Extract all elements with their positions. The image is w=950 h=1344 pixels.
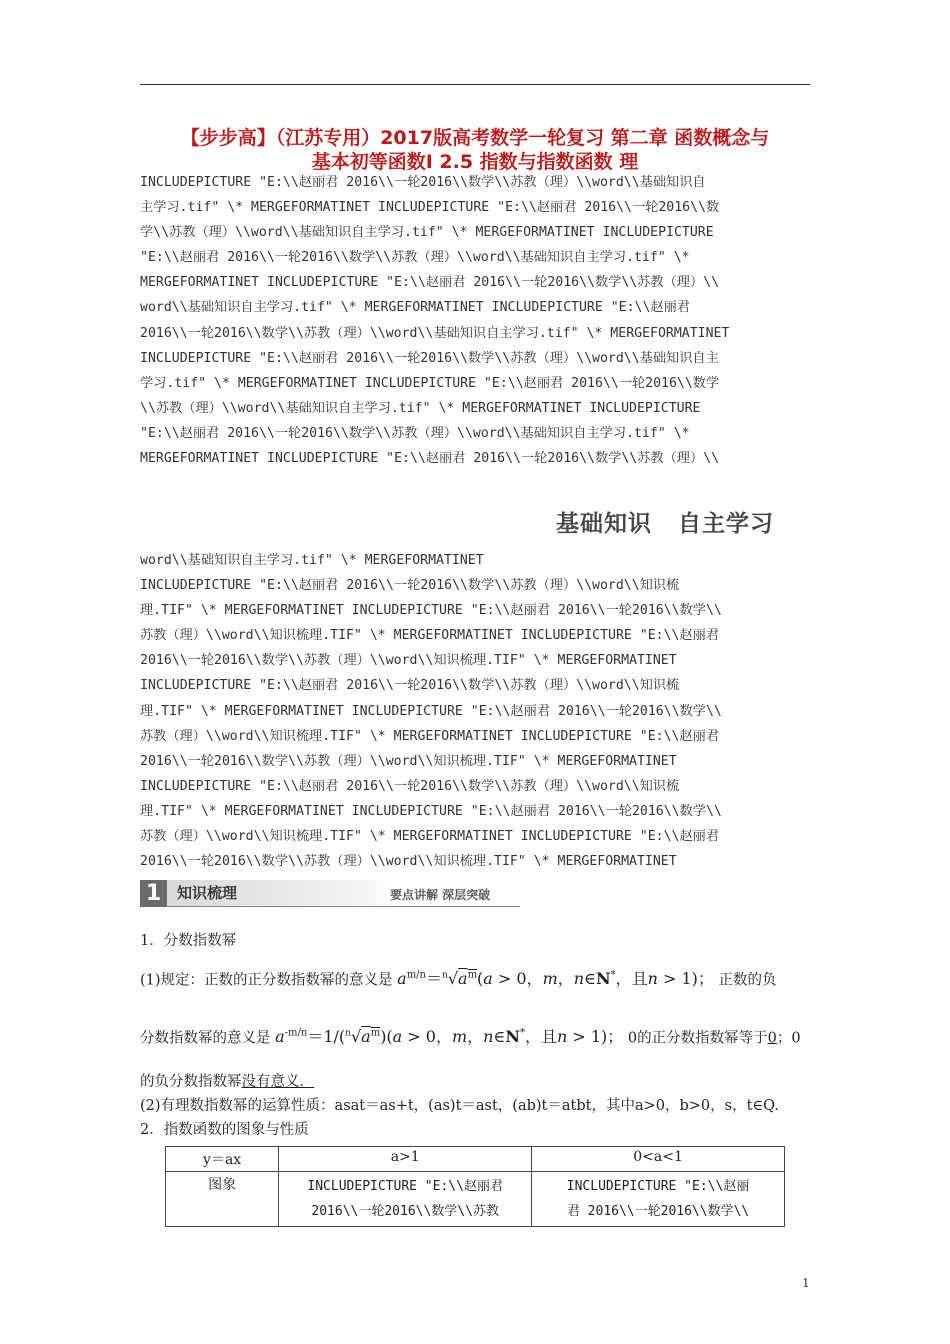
- code-line: "E:\\赵丽君 2016\\一轮2016\\数学\\苏教（理）\\word\\基础知识自主学习.tif" \*: [140, 425, 690, 441]
- table-cell-line: 2016\\一轮2016\\数学\\苏教: [311, 1204, 499, 1219]
- code-line: 理.TIF" \* MERGEFORMATINET INCLUDEPICTURE "E:\\赵丽君 2016\\一轮2016\\数学\\: [140, 603, 722, 619]
- table-header-cell: a>1: [279, 1147, 532, 1172]
- item-1-p1-prefix: (1)规定：正数的正分数指数幂的意义是: [140, 972, 393, 989]
- section-label: 知识梳理: [167, 880, 397, 907]
- code-line: 2016\\一轮2016\\数学\\苏教（理）\\word\\知识梳理.TIF" \* MERGEFORMATINET: [140, 854, 677, 870]
- title-line-2: 基本初等函数Ⅰ 2.5 指数与指数函数 理: [311, 151, 639, 173]
- item-1-p3-prefix: 的负分数指数幂: [140, 1074, 242, 1090]
- section-number: 1: [140, 880, 167, 907]
- negative-fraction-exponent-formula: $a^{-m/n}=1/(^n√a^m)(a > 0$，m，n∈N*，且n > 1)；: [275, 1027, 624, 1047]
- positive-fraction-exponent-formula: $a^{m/n}=^n√a^m(a > 0$，m，n∈N*，且n > 1)；: [397, 969, 714, 989]
- code-line: 理.TIF" \* MERGEFORMATINET INCLUDEPICTURE "E:\\赵丽君 2016\\一轮2016\\数学\\: [140, 803, 722, 819]
- item-1-paragraph-2: [140, 1024, 801, 1048]
- code-line: 苏教（理）\\word\\知识梳理.TIF" \* MERGEFORMATINET INCLUDEPICTURE "E:\\赵丽君: [140, 628, 720, 644]
- code-line: 苏教（理）\\word\\知识梳理.TIF" \* MERGEFORMATINET INCLUDEPICTURE "E:\\赵丽君: [140, 728, 720, 744]
- exponential-function-table: [165, 1146, 785, 1227]
- code-line: 学\\苏教（理）\\word\\基础知识自主学习.tif" \* MERGEFORMATINET INCLUDEPICTURE: [140, 225, 714, 241]
- answer-meaningless: 没有意义．: [241, 1074, 314, 1090]
- item-1-paragraph-4: [140, 1096, 779, 1116]
- answer-zero: 0: [767, 1030, 777, 1047]
- table-row: [166, 1172, 785, 1227]
- item-1-p2-prefix: 分数指数幂的意义是: [140, 1030, 271, 1047]
- item-1-title: 1．分数指数幂: [140, 933, 237, 949]
- item-1-p2-mid: 0的正分数指数幂等于: [627, 1030, 768, 1047]
- table-cell: [279, 1172, 532, 1227]
- table-row-label: 图象: [166, 1172, 279, 1227]
- code-line: MERGEFORMATINET INCLUDEPICTURE "E:\\赵丽君 2016\\一轮2016\\数学\\苏教（理）\\: [140, 451, 720, 467]
- code-line: MERGEFORMATINET INCLUDEPICTURE "E:\\赵丽君 2016\\一轮2016\\数学\\苏教（理）\\: [140, 275, 720, 291]
- table-header-cell: y＝ax: [166, 1147, 279, 1172]
- table-cell-line: INCLUDEPICTURE "E:\\赵丽: [566, 1179, 750, 1194]
- table-cell: [532, 1172, 785, 1227]
- code-line: INCLUDEPICTURE "E:\\赵丽君 2016\\一轮2016\\数学\\苏教（理）\\word\\知识梳: [140, 678, 680, 694]
- exponent-rules: asat＝as+t，(as)t＝ast，(ab)t＝atbt，其中a>0，b>0，s，t∈Q.: [334, 1098, 779, 1114]
- code-line: word\\基础知识自主学习.tif" \* MERGEFORMATINET: [140, 553, 484, 568]
- code-line: word\\基础知识自主学习.tif" \* MERGEFORMATINET INCLUDEPICTURE "E:\\赵丽君: [140, 300, 690, 316]
- code-line: "E:\\赵丽君 2016\\一轮2016\\数学\\苏教（理）\\word\\基础知识自主学习.tif" \*: [140, 250, 690, 266]
- code-line: INCLUDEPICTURE "E:\\赵丽君 2016\\一轮2016\\数学\\苏教（理）\\word\\知识梳: [140, 578, 680, 594]
- table-cell-line: INCLUDEPICTURE "E:\\赵丽君: [307, 1179, 503, 1194]
- document-title: [140, 126, 810, 174]
- item-1-p2-end: ；0: [776, 1030, 801, 1047]
- item-2-title: 2．指数函数的图象与性质: [140, 1122, 309, 1138]
- item-1-paragraph-1: [140, 966, 777, 990]
- item-1-paragraph-3: [140, 1072, 314, 1092]
- section-bar-knowledge: [140, 880, 520, 907]
- code-line: \\苏教（理）\\word\\基础知识自主学习.tif" \* MERGEFORMATINET INCLUDEPICTURE: [140, 400, 701, 416]
- title-line-1: 【步步高】（江苏专用）2017版高考数学一轮复习 第二章 函数概念与: [180, 127, 770, 149]
- code-line: INCLUDEPICTURE "E:\\赵丽君 2016\\一轮2016\\数学\\苏教（理）\\word\\基础知识自: [140, 175, 706, 190]
- code-line: 主学习.tif" \* MERGEFORMATINET INCLUDEPICTURE "E:\\赵丽君 2016\\一轮2016\\数: [140, 200, 720, 216]
- code-line: INCLUDEPICTURE "E:\\赵丽君 2016\\一轮2016\\数学\\苏教（理）\\word\\知识梳: [140, 778, 680, 794]
- code-line: 学习.tif" \* MERGEFORMATINET INCLUDEPICTURE "E:\\赵丽君 2016\\一轮2016\\数学: [140, 375, 720, 391]
- code-line: INCLUDEPICTURE "E:\\赵丽君 2016\\一轮2016\\数学\\苏教（理）\\word\\基础知识自主: [140, 350, 719, 366]
- field-code-block-2: [140, 548, 812, 874]
- header-rule: [140, 84, 810, 85]
- code-line: 2016\\一轮2016\\数学\\苏教（理）\\word\\知识梳理.TIF" \* MERGEFORMATINET: [140, 653, 677, 669]
- code-line: 2016\\一轮2016\\数学\\苏教（理）\\word\\基础知识自主学习.tif" \* MERGEFORMATINET: [140, 325, 730, 341]
- code-line: 2016\\一轮2016\\数学\\苏教（理）\\word\\知识梳理.TIF" \* MERGEFORMATINET: [140, 753, 677, 769]
- page-number: 1: [802, 1276, 810, 1290]
- section-underline: [167, 906, 520, 907]
- section-heading-basics: [556, 505, 774, 538]
- table-header-row: [166, 1147, 785, 1172]
- heading-part-b: 自主学习: [678, 511, 774, 537]
- item-1-p1-suffix: 正数的负: [718, 972, 777, 989]
- code-line: 理.TIF" \* MERGEFORMATINET INCLUDEPICTURE "E:\\赵丽君 2016\\一轮2016\\数学\\: [140, 703, 722, 719]
- heading-part-a: 基础知识: [556, 511, 652, 537]
- item-1-p4: (2)有理数指数幂的运算性质：: [140, 1098, 335, 1114]
- table-cell-line: 君 2016\\一轮2016\\数学\\: [566, 1204, 750, 1219]
- field-code-block-1: [140, 170, 812, 471]
- table-header-cell: 0<a<1: [532, 1147, 785, 1172]
- section-subtitle: 要点讲解 深层突破: [390, 888, 491, 902]
- code-line: 苏教（理）\\word\\知识梳理.TIF" \* MERGEFORMATINET INCLUDEPICTURE "E:\\赵丽君: [140, 829, 720, 845]
